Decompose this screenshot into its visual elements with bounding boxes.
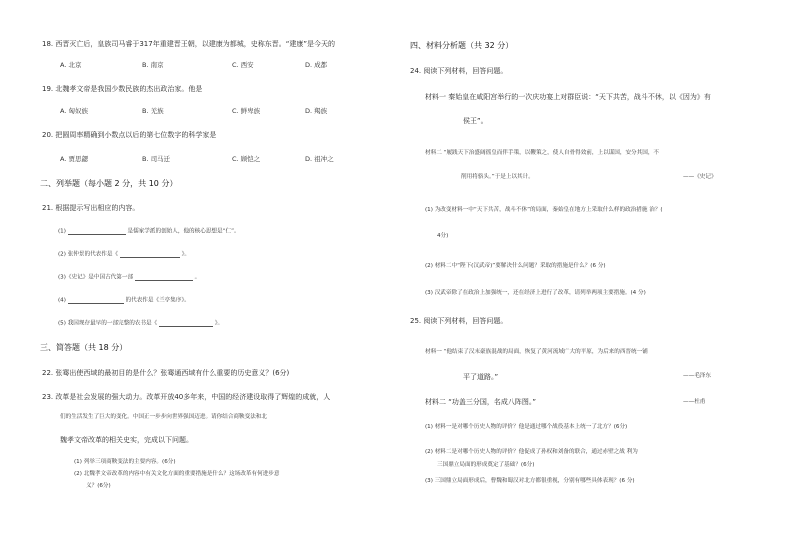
blank-line[interactable]: [68, 297, 124, 304]
section-2-title: 二、列举题（每小题 2 分，共 10 分）: [40, 179, 178, 188]
q20-option-b: B. 司马迁: [142, 155, 171, 163]
question-24-stem: 24. 阅读下列材料，回答问题。: [410, 67, 508, 75]
q20-option-a: A. 贾思勰: [60, 155, 88, 163]
q25-material-1-cont: 平了道路。”: [463, 373, 499, 381]
q24-material-2-cont: 削用将骆头。”于是上以其计。: [461, 174, 534, 180]
q18-option-c: C. 西安: [232, 61, 254, 69]
q23-sub-2-cont: 义？(6分): [86, 483, 111, 489]
q21-item-4: (4) 的代表作是《兰亭集序》。: [58, 297, 190, 304]
q21-item-1: (1) 是儒家学派的创始人，他的核心思想是“仁”。: [58, 228, 240, 235]
q18-option-d: D. 成都: [305, 61, 328, 69]
blank-line[interactable]: [68, 228, 126, 235]
q24-sub-1: (1) 为改变材料一中“天下共苦，战斗不休”的局面，秦始皇在地方上采取什么样的政治措施 治？(: [425, 207, 663, 213]
q25-sub-2: (2) 材料二是对哪个历史人物的评价？他促成了孙权和刘备的联合，通过赤壁之战 利为: [425, 449, 638, 455]
blank-line[interactable]: [120, 251, 180, 258]
blank-line[interactable]: [159, 320, 213, 327]
q23-line-3: 魏孝文帝改革的相关史实，完成以下问题。: [60, 436, 193, 444]
q18-option-b: B. 南京: [142, 61, 164, 69]
q21-item-3: (3)《史记》是中国古代第一部 。: [58, 274, 201, 281]
right-column: [397, 0, 794, 543]
q24-sub-1-points: 4分): [437, 233, 449, 239]
q21-item-2: (2) 张仲景的代表作是《 》。: [58, 251, 190, 258]
q24-source-2: ——《史记》: [683, 174, 717, 180]
q25-material-2: 材料二 “功盖三分国，名成八阵图。”: [425, 398, 536, 406]
question-19-stem: 19. 北魏孝文帝是我国少数民族的杰出政治家。他是: [42, 85, 203, 93]
q25-sub-1: (1) 材料一是对哪个历史人物的评价？他是通过哪个战役基本上统一了北方？(6分): [425, 424, 628, 430]
q23-line-2: 们的生活发生了巨大的变化。中国正一步步向世界强国迈进。请你结合商鞅变法和北: [60, 414, 267, 420]
q25-material-1: 材料一 “他结束了汉末豪族混战的局面，恢复了黄河流域广大的平原，为后来的西晋统一铺: [425, 349, 648, 355]
blank-line[interactable]: [135, 274, 193, 281]
q18-option-a: A. 北京: [60, 61, 82, 69]
q23-sub-2: (2) 北魏孝文帝改革的内容中有关文化方面的重要措施是什么？这场改革有何进步意: [74, 471, 280, 477]
q20-option-d: D. 祖冲之: [305, 155, 334, 163]
q23-sub-1: (1) 列举三项商鞅变法的主要内容。(6分): [74, 459, 176, 465]
q23-line-1: 23. 改革是社会发展的强大动力。改革开放40多年来，中国的经济建设取得了辉煌的成就，人: [42, 393, 331, 401]
question-22: 22. 张骞出使西域的最初目的是什么？张骞通西域有什么重要的历史意义？(6分): [42, 369, 290, 377]
question-21-stem: 21. 根据提示写出相应的内容。: [42, 204, 140, 212]
question-18-stem: 18. 西晋灭亡后，皇族司马睿于317年重建晋王朝，以建康为都城，史称东晋。“建康”是今天的: [42, 40, 335, 48]
q19-option-a: A. 匈奴族: [60, 107, 88, 115]
q24-material-1: 材料一 秦始皇在咸阳宫举行的一次庆功宴上对群臣说：“天下共苦，战斗不休，以《因为》有: [425, 93, 711, 101]
q19-option-c: C. 鲜卑族: [232, 107, 261, 115]
question-20-stem: 20. 把圆周率精确到小数点以后的第七位数字的科学家是: [42, 131, 217, 139]
question-25-stem: 25. 阅读下列材料，回答问题。: [410, 317, 508, 325]
q24-material-1-cont: 侯王”。: [463, 117, 488, 125]
q19-option-b: B. 羌族: [142, 107, 164, 115]
q24-sub-3: (3) 汉武帝除了在政治上加强统一，还在经济上进行了改革，请列举两项主要措施。(4 分): [425, 290, 646, 296]
q20-option-c: C. 顾恺之: [232, 155, 261, 163]
q19-option-d: D. 羯族: [305, 107, 328, 115]
q24-sub-2: (2) 材料二中“陛下(汉武帝)”要解决什么问题？采取的措施是什么？(6 分): [425, 263, 606, 269]
section-4-title: 四、材料分析题（共 32 分）: [410, 41, 514, 50]
q21-item-5: (5) 我国现存最早的一部完整的农书是《 》。: [58, 320, 224, 327]
section-3-title: 三、简答题（共 18 分）: [40, 343, 128, 352]
q24-material-2: 材料二 “履践天下治盛阔徭皇而伴手策，以鞭策之，使人自骨得效前，上以谋国，安分其国，不: [425, 150, 660, 156]
q25-sub-2-cont: 三国鼎立局面的形成奠定了基础？(6分): [437, 462, 535, 468]
q25-sub-3: (3) 三国鼎立局面形成后，曹魏和蜀汉对北方都很重视，分别有哪些具体表现？(6 分): [425, 478, 635, 484]
q25-source-2: ——杜甫: [683, 399, 706, 405]
q25-source-1: ——毛泽东: [683, 373, 711, 379]
